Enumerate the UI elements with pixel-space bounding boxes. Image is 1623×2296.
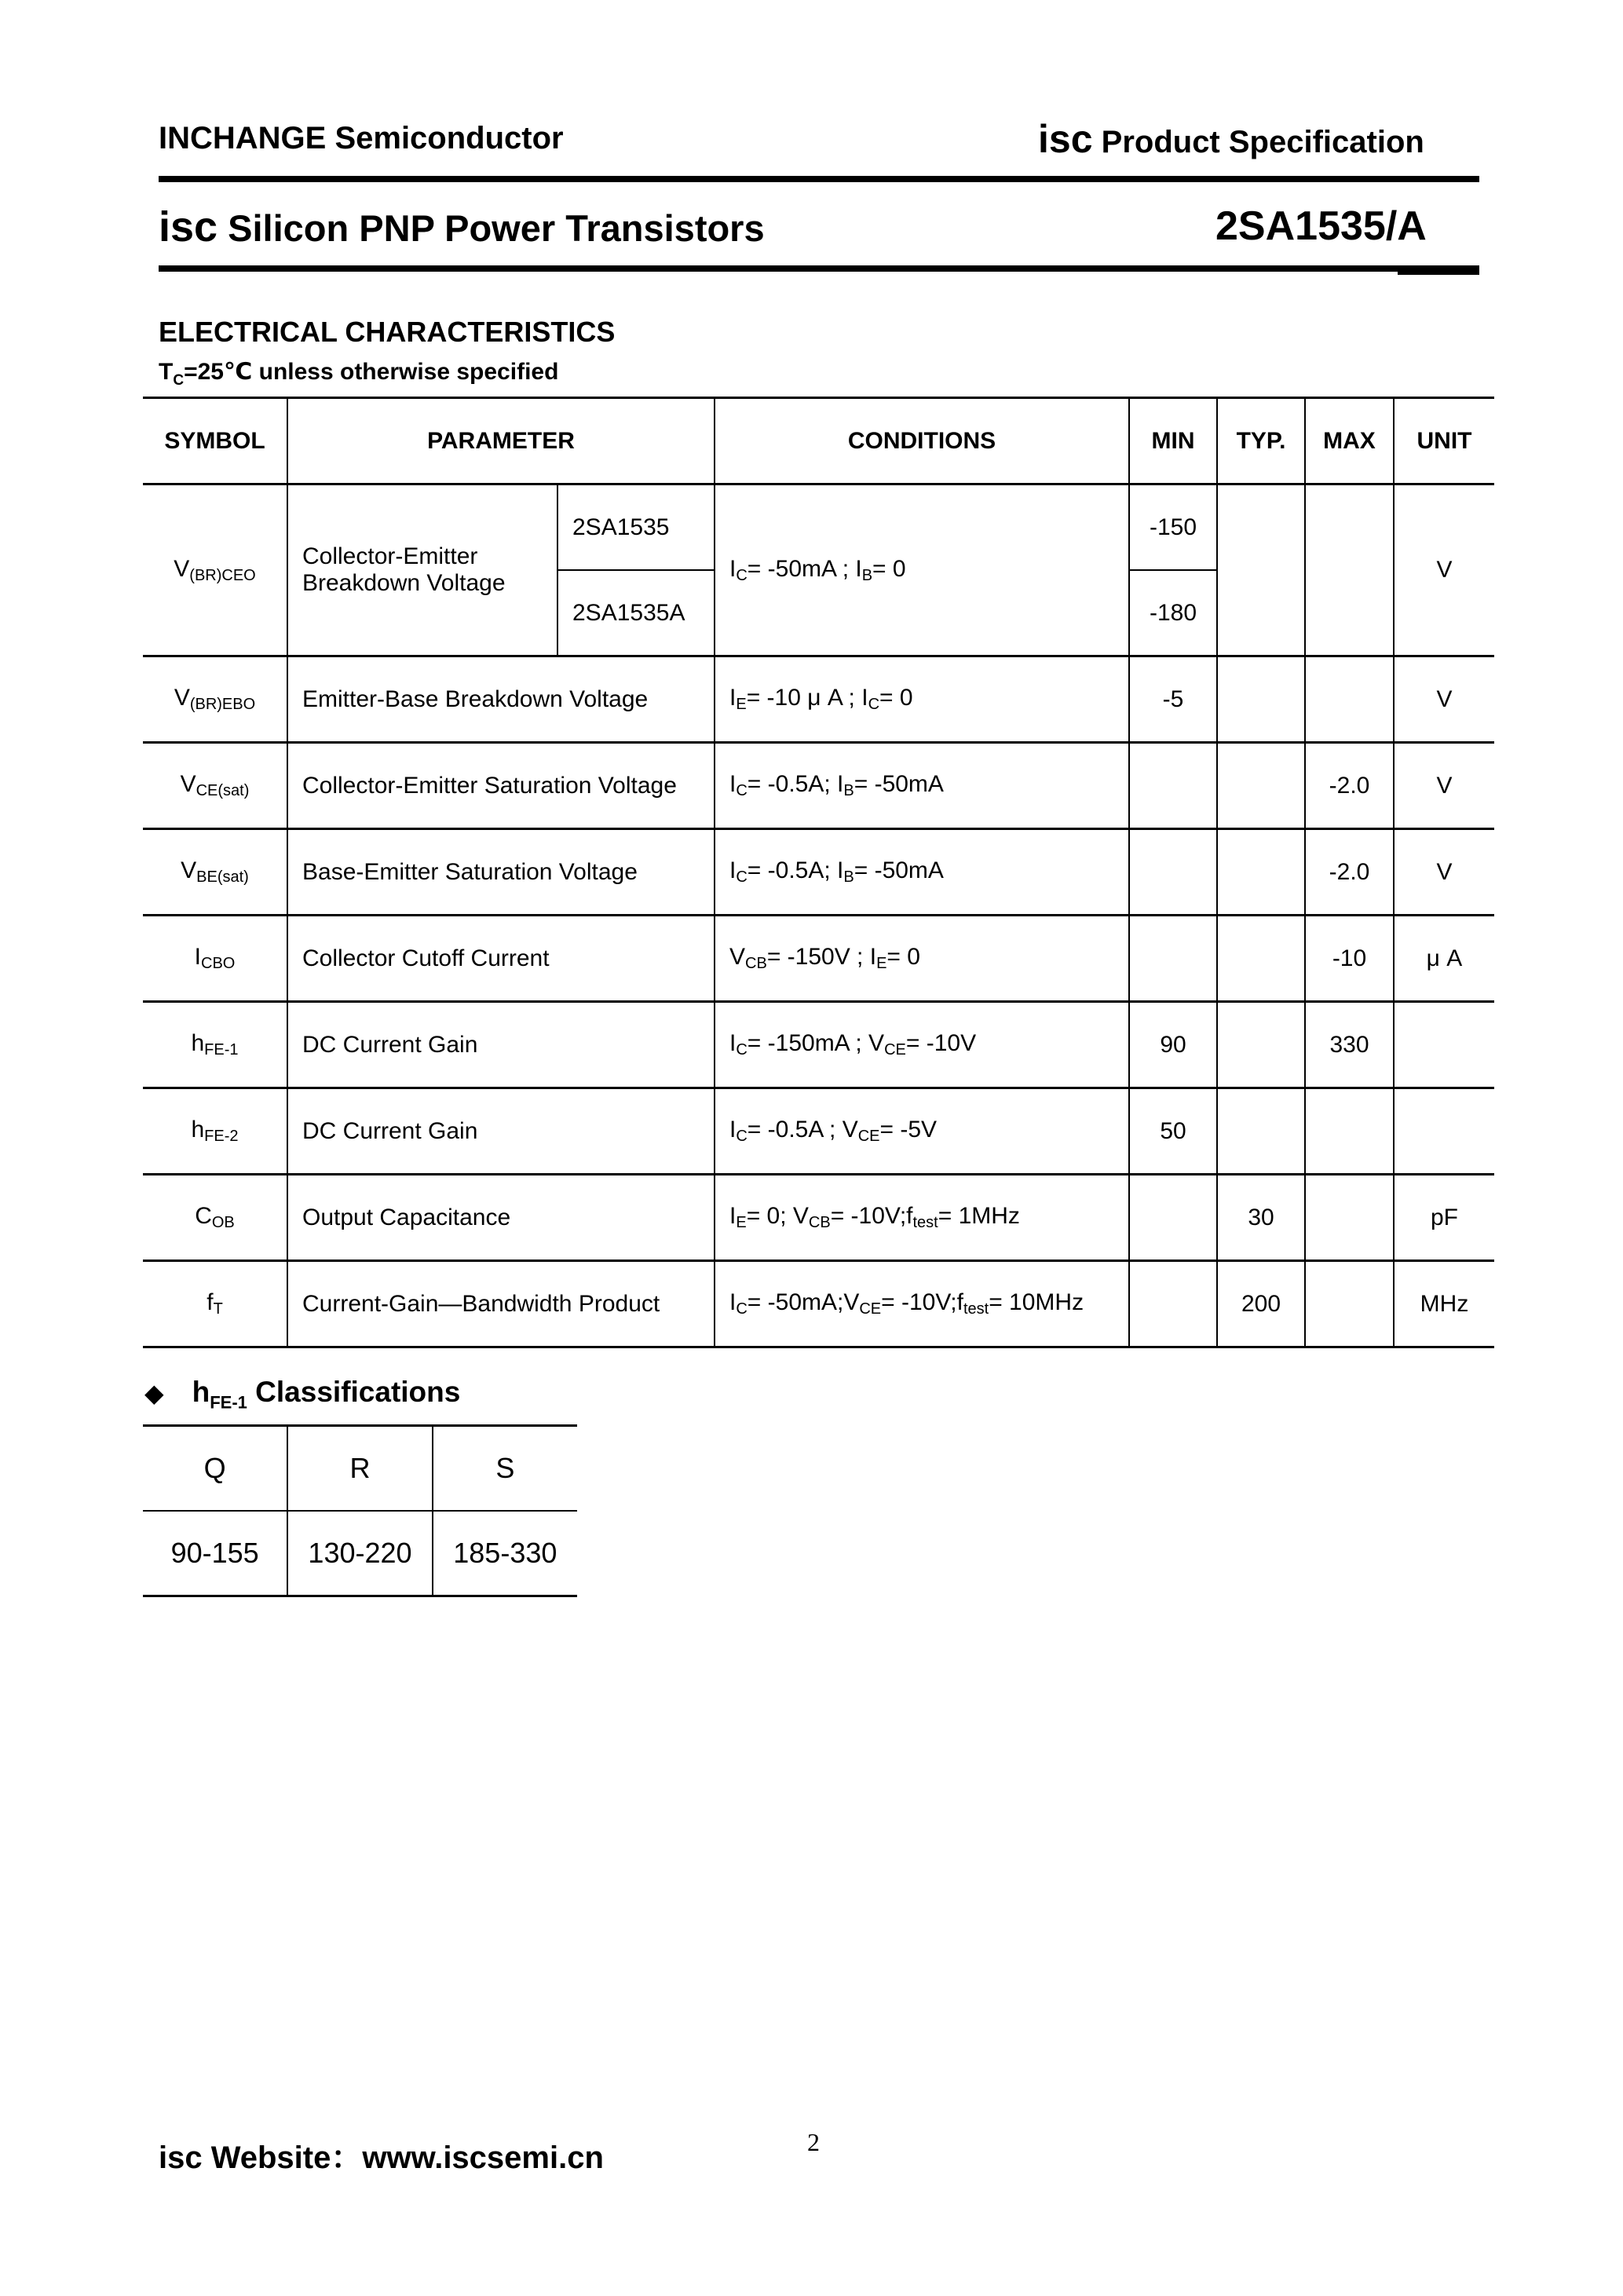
symbol-cell (143, 916, 287, 1002)
unit-cell: V (1394, 656, 1494, 743)
symbol-subscript: FE-2 (204, 1128, 239, 1145)
grade-r: R (287, 1426, 432, 1512)
symbol-main: I (194, 944, 201, 970)
max-cell (1305, 484, 1394, 656)
cond-subscript: CE (859, 1300, 882, 1318)
conditions-cell (715, 1002, 1129, 1088)
header-symbol: SYMBOL (143, 398, 287, 484)
title-rule-tail (1398, 272, 1479, 275)
title-rule (159, 265, 1479, 272)
cond-subscript: C (736, 1041, 748, 1058)
table-row (143, 743, 1494, 829)
cond-part: I (729, 555, 737, 582)
cond-part: I (729, 771, 737, 797)
grade-q: Q (143, 1426, 287, 1512)
cond-part: = -150mA ; V (747, 1030, 885, 1056)
spec-text: Product Specification (1101, 125, 1424, 159)
title-text: Silicon PNP Power Transistors (228, 207, 765, 249)
symbol-subscript: T (213, 1300, 223, 1318)
typ-cell: 30 (1217, 1175, 1305, 1261)
symbol-main: f (207, 1289, 214, 1315)
min-cell (1129, 916, 1217, 1002)
cond-subscript: B (843, 868, 854, 886)
min-cell (1129, 1261, 1217, 1347)
header-conditions: CONDITIONS (715, 398, 1129, 484)
cond-part: = -150V ; I (766, 944, 877, 970)
table-row (143, 1088, 1494, 1175)
grade-row (143, 1426, 577, 1512)
conditions-cell (715, 1088, 1129, 1175)
cond-part: V (729, 944, 746, 970)
symbol-cell (143, 1088, 287, 1175)
parameter-text: Collector-Emitter Breakdown Voltage (302, 543, 506, 596)
min-cell: 90 (1129, 1002, 1217, 1088)
spec-label (1038, 116, 1424, 162)
conditions-cell (715, 916, 1129, 1002)
section-heading: ELECTRICAL CHARACTERISTICS (159, 316, 616, 348)
cond-part: = -5V (879, 1117, 938, 1143)
unit-cell: V (1394, 743, 1494, 829)
website-footer: isc Website：www.iscsemi.cn (159, 2141, 604, 2175)
doc-title (159, 203, 765, 251)
diamond-bullet-icon: ◆ (144, 1379, 164, 1407)
cond-subscript: CE (857, 1128, 880, 1145)
typ-cell (1217, 656, 1305, 743)
header-unit: UNIT (1394, 398, 1494, 484)
cond-part: I (729, 1289, 737, 1315)
cond-part: = -10V;f (881, 1289, 963, 1315)
parameter-cell: Collector-Emitter Saturation Voltage (287, 743, 715, 829)
symbol-cell (143, 1261, 287, 1347)
symbol-main: h (191, 1030, 205, 1056)
parameter-cell: Emitter-Base Breakdown Voltage (287, 656, 715, 743)
classifications-heading: ◆ $h_{FE-1}$ Classifications (144, 1376, 461, 1413)
cond-part: = 0 (886, 944, 920, 970)
header-max: MAX (1305, 398, 1394, 484)
cond-subscript: C (736, 1300, 748, 1318)
cond-part: I (729, 1203, 737, 1229)
unit-cell (1394, 1002, 1494, 1088)
cond-subscript: CE (884, 1041, 906, 1058)
min-cell (1129, 1175, 1217, 1261)
cond-part: = -0.5A; I (747, 771, 844, 797)
typ-cell (1217, 916, 1305, 1002)
max-cell (1305, 1261, 1394, 1347)
parameter-cell (287, 484, 557, 656)
min-cell (1129, 829, 1217, 916)
classification-table (143, 1424, 577, 1597)
cond-part: = -50mA ; I (747, 555, 862, 582)
cond-part: = -10V;f (830, 1203, 913, 1229)
symbol-cell (143, 484, 287, 656)
typ-cell (1217, 829, 1305, 916)
cond-subscript: E (876, 955, 887, 972)
cond-part: = -50mA (854, 857, 944, 883)
parameter-cell: Base-Emitter Saturation Voltage (287, 829, 715, 916)
typ-cell: 200 (1217, 1261, 1305, 1347)
symbol-subscript: CE(sat) (196, 782, 250, 799)
parameter-cell: Current-Gain—Bandwidth Product (287, 1261, 715, 1347)
symbol-subscript: FE-1 (204, 1041, 239, 1058)
symbol-main: V (174, 555, 190, 582)
min-cell: -5 (1129, 656, 1217, 743)
symbol-cell (143, 743, 287, 829)
cond-subscript: C (736, 868, 748, 886)
unit-cell: MHz (1394, 1261, 1494, 1347)
cond-part: = -50mA (854, 771, 944, 797)
grade-s: S (433, 1426, 577, 1512)
range-row (143, 1511, 577, 1596)
cond-part: = 0; V (746, 1203, 809, 1229)
page-number: 2 (807, 2128, 820, 2156)
cond-subscript: E (736, 696, 747, 713)
unit-cell: μ A (1394, 916, 1494, 1002)
symbol-main: V (180, 771, 196, 797)
table-row (143, 484, 1494, 571)
conditions-cell (715, 743, 1129, 829)
cond-subscript: C (736, 566, 748, 584)
cond-subscript: C (868, 696, 880, 713)
cond-part: = -10V (905, 1030, 977, 1056)
cond-part: = 1MHz (938, 1203, 1020, 1229)
cond-part: = -50mA;V (747, 1289, 860, 1315)
cond-subscript: CB (745, 955, 767, 972)
cond-subscript: B (843, 782, 854, 799)
cond-subscript: E (736, 1214, 747, 1231)
isc-brand: isc (1038, 117, 1093, 161)
conditions-cell (715, 1175, 1129, 1261)
cond-part: I (729, 857, 737, 883)
header-parameter: PARAMETER (287, 398, 715, 484)
table-row (143, 916, 1494, 1002)
header-min: MIN (1129, 398, 1217, 484)
symbol-subscript: (BR)EBO (189, 696, 256, 713)
header-rule (159, 176, 1479, 182)
symbol-main: V (174, 685, 190, 711)
cond-part: = -10 μ A ; I (746, 685, 868, 711)
cond-part: I (729, 1030, 737, 1056)
conditions-cell (715, 1261, 1129, 1347)
symbol-subscript: BE(sat) (196, 868, 249, 886)
cond-subscript: C (736, 1128, 748, 1145)
table-row (143, 1175, 1494, 1261)
cond-part: I (729, 685, 737, 711)
cond-part: = -0.5A; I (747, 857, 844, 883)
unit-cell: V (1394, 829, 1494, 916)
typ-cell (1217, 743, 1305, 829)
unit-cell: pF (1394, 1175, 1494, 1261)
typ-cell (1217, 1002, 1305, 1088)
variant-cell: 2SA1535 (557, 484, 715, 571)
table-row (143, 656, 1494, 743)
conditions-cell (715, 656, 1129, 743)
table-row (143, 829, 1494, 916)
variant-cell: 2SA1535A (557, 570, 715, 656)
parameter-cell: Output Capacitance (287, 1175, 715, 1261)
max-cell (1305, 656, 1394, 743)
company-name: INCHANGE Semiconductor (159, 121, 564, 155)
cond-part: = -0.5A ; V (747, 1117, 858, 1143)
test-condition: $T_C=25℃$ unless otherwise specified (159, 359, 559, 389)
parameter-cell: DC Current Gain (287, 1088, 715, 1175)
table-body (143, 398, 1494, 1347)
table-row (143, 1002, 1494, 1088)
cond-part: I (729, 1117, 737, 1143)
header-typ: TYP. (1217, 398, 1305, 484)
cond-subscript: CB (808, 1214, 831, 1231)
typ-cell (1217, 1088, 1305, 1175)
conditions-cell (715, 829, 1129, 916)
cond-part: = 10MHz (989, 1289, 1084, 1315)
symbol-cell (143, 1175, 287, 1261)
unit-cell (1394, 1088, 1494, 1175)
symbol-cell (143, 829, 287, 916)
cond-subscript: B (861, 566, 873, 584)
range-q: 90-155 (143, 1511, 287, 1596)
electrical-characteristics-table (143, 397, 1494, 1348)
max-cell: 330 (1305, 1002, 1394, 1088)
typ-cell (1217, 484, 1305, 656)
cond-part: = 0 (879, 685, 913, 711)
parameter-cell: Collector Cutoff Current (287, 916, 715, 1002)
symbol-subscript: CBO (201, 955, 236, 972)
max-cell (1305, 1088, 1394, 1175)
table-row (143, 1261, 1494, 1347)
symbol-main: h (191, 1117, 205, 1143)
max-cell: -2.0 (1305, 829, 1394, 916)
max-cell: -2.0 (1305, 743, 1394, 829)
min-cell: 50 (1129, 1088, 1217, 1175)
symbol-cell (143, 656, 287, 743)
max-cell: -10 (1305, 916, 1394, 1002)
parameter-cell: DC Current Gain (287, 1002, 715, 1088)
max-cell (1305, 1175, 1394, 1261)
symbol-subscript: OB (211, 1214, 235, 1231)
symbol-cell (143, 1002, 287, 1088)
symbol-main: C (195, 1203, 212, 1229)
cond-part: = 0 (872, 555, 906, 582)
range-s: 185-330 (433, 1511, 577, 1596)
min-cell (1129, 743, 1217, 829)
symbol-main: V (181, 857, 197, 883)
range-r: 130-220 (287, 1511, 432, 1596)
cond-subscript: C (736, 782, 748, 799)
title-brand: isc (159, 203, 218, 250)
cond-subscript: test (912, 1214, 938, 1231)
unit-cell: V (1394, 484, 1494, 656)
conditions-cell (715, 484, 1129, 656)
table-header-row (143, 398, 1494, 484)
min-cell: -180 (1129, 570, 1217, 656)
min-cell: -150 (1129, 484, 1217, 571)
cond-subscript: test (963, 1300, 989, 1318)
part-number: 2SA1535/A (1215, 203, 1427, 249)
symbol-subscript: (BR)CEO (189, 566, 256, 584)
